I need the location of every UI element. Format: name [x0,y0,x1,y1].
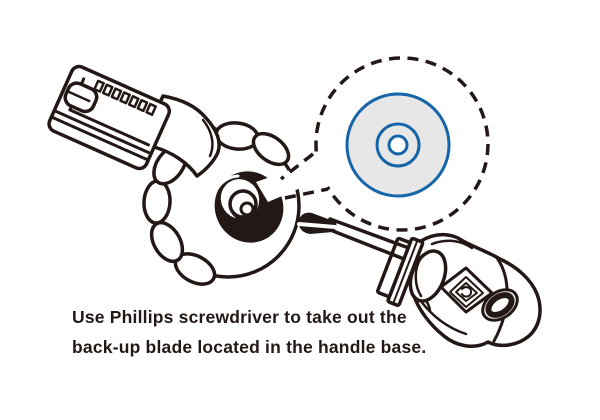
magnified-screw-view [347,94,449,196]
magnified-screw-callout [281,58,488,230]
tool-head [47,64,172,171]
utility-knife-tool [47,64,317,290]
caption-line-1: Use Phillips screwdriver to take out the [72,307,407,327]
instruction-caption [72,303,426,362]
backup-blade-screw-icon [230,191,256,219]
phillips-tip-icon [299,213,337,234]
caption-line-2: back-up blade located in the handle base. [72,336,427,357]
